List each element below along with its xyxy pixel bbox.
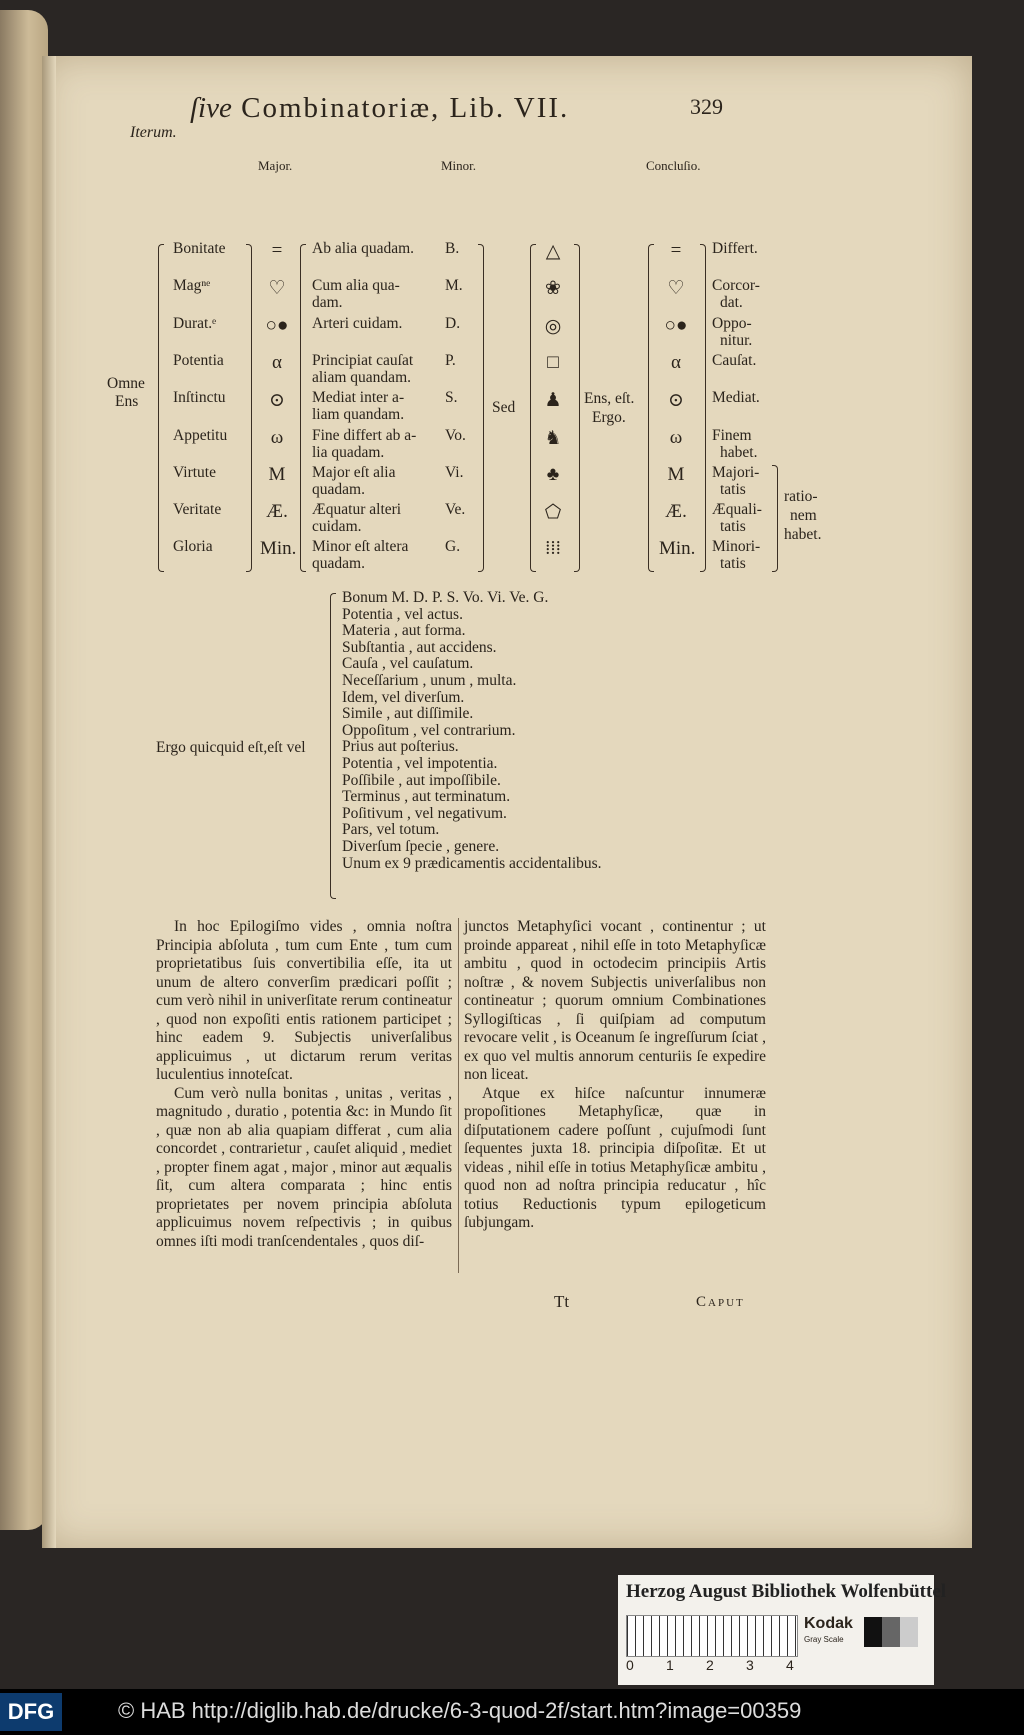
conclusion-cell-cont: dat. xyxy=(720,294,743,312)
predicate-cell: Cum alia qua- xyxy=(312,277,400,295)
conclusion-cell: Mediat. xyxy=(712,389,760,407)
subject-cell: Virtute xyxy=(173,463,216,481)
conclusion-cell: Differt. xyxy=(712,240,758,257)
library-color-card xyxy=(618,1575,947,1685)
ergo-list-item: Diverſum ſpecie , genere. xyxy=(342,837,500,855)
major-symbol: ω xyxy=(270,426,284,448)
conclusion-symbol: = xyxy=(670,240,682,261)
signature-mark: Tt xyxy=(554,1292,570,1311)
conclusion-cell: Majori- xyxy=(712,463,760,481)
minor-abbr: Ve. xyxy=(445,501,466,519)
minor-abbr: Vi. xyxy=(445,463,464,481)
predicate-cell: Ab alia quadam. xyxy=(312,240,415,257)
ergo-list xyxy=(342,590,602,872)
subject-cell: Durat.ᵉ xyxy=(173,314,217,332)
brace-abbr-right xyxy=(478,244,484,572)
minor-abbr: D. xyxy=(445,314,461,332)
conclusion-cell: Minori- xyxy=(712,538,761,556)
ruler-number: 1 xyxy=(666,1657,674,1673)
predicate-cell: Minor eſt altera xyxy=(312,538,409,556)
conclusion-symbol: Æ. xyxy=(665,501,687,523)
brace-ergo-list xyxy=(330,593,336,899)
ruler-number: 3 xyxy=(746,1657,754,1673)
heading-conclusio: Concluſio. xyxy=(646,158,701,173)
minor-figure: ♣ xyxy=(546,463,560,485)
minor-figure: ♞ xyxy=(544,427,562,449)
ratio-label-1: ratio- xyxy=(784,488,818,505)
predicate-cell-cont: quadam. xyxy=(312,555,365,573)
heading-minor: Minor. xyxy=(441,158,477,173)
gray-swatch-light xyxy=(900,1617,918,1647)
minor-figure: ◎ xyxy=(544,315,562,337)
ergo-label-mid: Ergo. xyxy=(592,409,626,426)
major-symbol: Min. xyxy=(260,538,297,560)
heading-major: Major. xyxy=(258,158,293,173)
header-italic: ſive xyxy=(190,92,232,124)
kodak-logo: Kodak xyxy=(804,1615,853,1632)
ergo-quicquid-label: Ergo quicquid eſt,eſt vel xyxy=(156,739,306,756)
predicate-cell-cont: liam quandam. xyxy=(312,406,405,424)
minor-abbr: M. xyxy=(445,277,463,295)
major-symbol: M xyxy=(268,463,286,485)
conclusion-cell-cont: tatis xyxy=(720,555,746,573)
ergo-list-item: Poſſibile , aut impoſſibile. xyxy=(342,771,501,789)
ergo-list-item: Materia , aut forma. xyxy=(342,622,466,640)
ens-est-label: Ens, eſt. xyxy=(584,390,635,407)
iterum-label: Iterum. xyxy=(130,124,177,141)
minor-figure: ❀ xyxy=(545,278,561,300)
minor-abbr: Vo. xyxy=(445,426,466,444)
ruler-number: 4 xyxy=(786,1657,794,1673)
page-gutter xyxy=(42,56,56,1548)
conclusion-cell: Corcor- xyxy=(712,277,760,295)
ergo-list-item: Neceſſarium , unum , multa. xyxy=(342,671,517,689)
conclusion-cell-cont: nitur. xyxy=(720,331,753,349)
minor-abbr: G. xyxy=(445,538,461,556)
brace-concl-left xyxy=(648,244,654,572)
conclusion-symbol: α xyxy=(671,351,681,373)
predicate-cell-cont: cuidam. xyxy=(312,518,362,536)
body-paragraph: In hoc Epilogiſmo vides , omnia noſtra Principia abſoluta , tum cum Ente , tum cum proprietatibus ſuis convertibilia eſſe, ita ut unum de altero converſim prædicari poſſit ; cum verò nihil in univerſitate rerum contineatur , quod non expoſiti entis rationem participet ; hinc eadem 9. Subjectis univerſalibus applicuimus , ut dictarum rerum veritas luculentius innoteſcat. xyxy=(156,918,452,1083)
ergo-list-item: Potentia , vel impotentia. xyxy=(342,754,498,772)
minor-abbr: S. xyxy=(445,389,458,407)
conclusion-symbol: ω xyxy=(669,426,683,448)
conclusion-cell: Finem xyxy=(712,426,752,444)
ergo-list-item: Oppoſitum , vel contrarium. xyxy=(342,721,516,739)
subject-cell: Veritate xyxy=(173,501,222,519)
conclusion-cell: Æquali- xyxy=(712,501,762,519)
brace-fig-left xyxy=(530,244,536,572)
conclusion-cell: Cauſat. xyxy=(712,351,757,369)
conclusion-symbol: ⊙ xyxy=(668,390,684,412)
body-paragraph: junctos Metaphyſici vocant , continentur ; ut proinde appareat , nihil eſſe in toto Metaphyſicæ ambitu , quod in octodecim principiis Artis noſtræ , & novem Subjectis univerſalibus non contineatur ; quorum omnium Combinationes Syllogiſticas , ſi quiſpiam ad computum revocare velit , is Oceanum ſe ingreſſurum ſciat , ex quo vel multis annorum centuriis ſe expedire non liceat. xyxy=(464,918,766,1083)
brace-subjects-right xyxy=(246,244,252,572)
subject-cell: Appetitu xyxy=(173,426,228,444)
ergo-list-item: Subſtantia , aut accidens. xyxy=(342,638,497,656)
predicate-cell: Principiat cauſat xyxy=(312,351,414,369)
conclusion-symbol: ○● xyxy=(664,314,688,336)
ergo-list-item: Terminus , aut terminatum. xyxy=(342,788,511,806)
scale-ruler xyxy=(626,1615,798,1657)
predicate-cell: Mediat inter a- xyxy=(312,389,405,407)
ergo-list-item: Unum ex 9 prædicamentis accidentalibus. xyxy=(342,854,602,872)
major-symbol: = xyxy=(271,240,283,261)
copyright-link[interactable]: © HAB http://diglib.hab.de/drucke/6-3-quod-2f/start.htm?image=00359 xyxy=(118,1698,802,1723)
minor-abbr: B. xyxy=(445,240,460,257)
ratio-label-3: habet. xyxy=(784,526,822,543)
ergo-list-item: Bonum M. D. P. S. Vo. Vi. Ve. G. xyxy=(342,589,549,606)
body-paragraph: Cum verò nulla bonitas , unitas , veritas , magnitudo , duratio , potentia &c: in Mundo ſit , quæ non ab alia quapiam differat , cum alia concordet , contrarietur , cauſet aliquid , mediet , propter finem agat , major , minor aut æqualis ſit, cum altera comparata ; hinc entis proprietates per novem principia abſoluta applicuimus novem reſpectivis ; in quibus omnes iſti modi tranſcendentales , quos diſ- xyxy=(156,1084,452,1250)
ergo-list-item: Pars, vel totum. xyxy=(342,821,440,839)
conclusion-cell: Oppo- xyxy=(712,314,752,332)
conclusion-cell-cont: tatis xyxy=(720,518,746,536)
subject-cell: Gloria xyxy=(173,538,213,556)
page-number: 329 xyxy=(690,94,723,119)
gray-swatch-mid xyxy=(882,1617,900,1647)
subject-cell: Potentia xyxy=(173,351,224,369)
ruler-number: 0 xyxy=(626,1657,634,1673)
predicate-cell-cont: quadam. xyxy=(312,480,365,498)
ergo-list-item: Cauſa , vel cauſatum. xyxy=(342,655,474,673)
major-symbol: Æ. xyxy=(266,501,288,523)
conclusion-cell-cont: tatis xyxy=(720,480,746,498)
card-title: Herzog August Bibliothek Wolfenbüttel xyxy=(626,1581,947,1602)
running-header xyxy=(190,92,569,125)
minor-figure: □ xyxy=(547,351,559,373)
ergo-list-item: Simile , aut diſſimile. xyxy=(342,705,474,723)
conclusion-symbol: M xyxy=(667,463,685,485)
subject-cell: Inſtinctu xyxy=(173,389,226,407)
predicate-cell-cont: lia quadam. xyxy=(312,443,385,461)
dfg-logo: DFG xyxy=(0,1693,62,1731)
body-column-right xyxy=(464,918,766,1233)
predicate-cell: Æquatur alteri xyxy=(312,501,402,519)
omne-label: Omne xyxy=(107,375,145,392)
ergo-list-item: Idem, vel diverſum. xyxy=(342,688,465,706)
facing-page-edge xyxy=(0,10,48,1530)
brace-pred-left xyxy=(300,244,306,572)
sed-label: Sed xyxy=(492,399,516,416)
conclusion-symbol: ♡ xyxy=(667,278,685,300)
minor-figure: ⁞⁞⁞ xyxy=(545,538,561,560)
minor-figure: ♟ xyxy=(544,390,562,412)
predicate-cell-cont: dam. xyxy=(312,294,343,312)
gray-scale-label: Gray Scale xyxy=(804,1635,844,1644)
body-column-left xyxy=(156,918,452,1251)
body-paragraph: Atque ex hiſce naſcuntur innumeræ propoſitiones Metaphyſicæ, quæ in diſputationem cadere poſſunt , cujuſmodi ſunt ſequentes juxta 18. principia diſpoſitæ. Et ut videas , nihil eſſe in totius Metaphyſicæ ambitu , quod non ad noſtra principia reducatur , hîc totius Reductionis typum epilogeticum ſubjungam. xyxy=(464,1084,766,1231)
ergo-list-item: Poſitivum , vel negativum. xyxy=(342,804,507,822)
brace-subjects-left xyxy=(158,244,164,572)
major-symbol: α xyxy=(272,351,282,373)
predicate-cell: Fine differt ab a- xyxy=(312,426,417,444)
gray-swatch-dark xyxy=(864,1617,882,1647)
conclusion-cell-cont: habet. xyxy=(720,443,758,461)
ergo-list-item: Potentia , vel actus. xyxy=(342,605,463,623)
major-symbol: ⊙ xyxy=(269,390,285,412)
ruler-number: 2 xyxy=(706,1657,714,1673)
predicate-cell: Arteri cuidam. xyxy=(312,314,403,332)
subject-cell: Magⁿᵉ xyxy=(173,277,211,295)
minor-figure: △ xyxy=(545,241,561,262)
column-rule xyxy=(458,918,459,1273)
brace-ratio xyxy=(772,465,778,572)
header-title: Combinatoriæ, Lib. VII. xyxy=(241,92,570,124)
catchword: Caput xyxy=(696,1294,745,1310)
predicate-cell-cont: aliam quandam. xyxy=(312,368,411,386)
major-symbol: ♡ xyxy=(268,278,286,300)
brace-fig-right xyxy=(574,244,580,572)
major-symbol: ○● xyxy=(265,314,289,336)
brace-concl-right xyxy=(700,244,706,572)
subject-cell: Bonitate xyxy=(173,240,226,257)
ergo-list-item: Prius aut poſterius. xyxy=(342,738,459,756)
conclusion-symbol: Min. xyxy=(659,538,696,560)
minor-abbr: P. xyxy=(445,351,456,369)
predicate-cell: Major eſt alia xyxy=(312,463,396,481)
ratio-label-2: nem xyxy=(790,507,817,524)
minor-figure: ⬠ xyxy=(544,502,562,524)
viewer-footer xyxy=(0,1689,1024,1735)
ens-label: Ens xyxy=(115,393,139,410)
